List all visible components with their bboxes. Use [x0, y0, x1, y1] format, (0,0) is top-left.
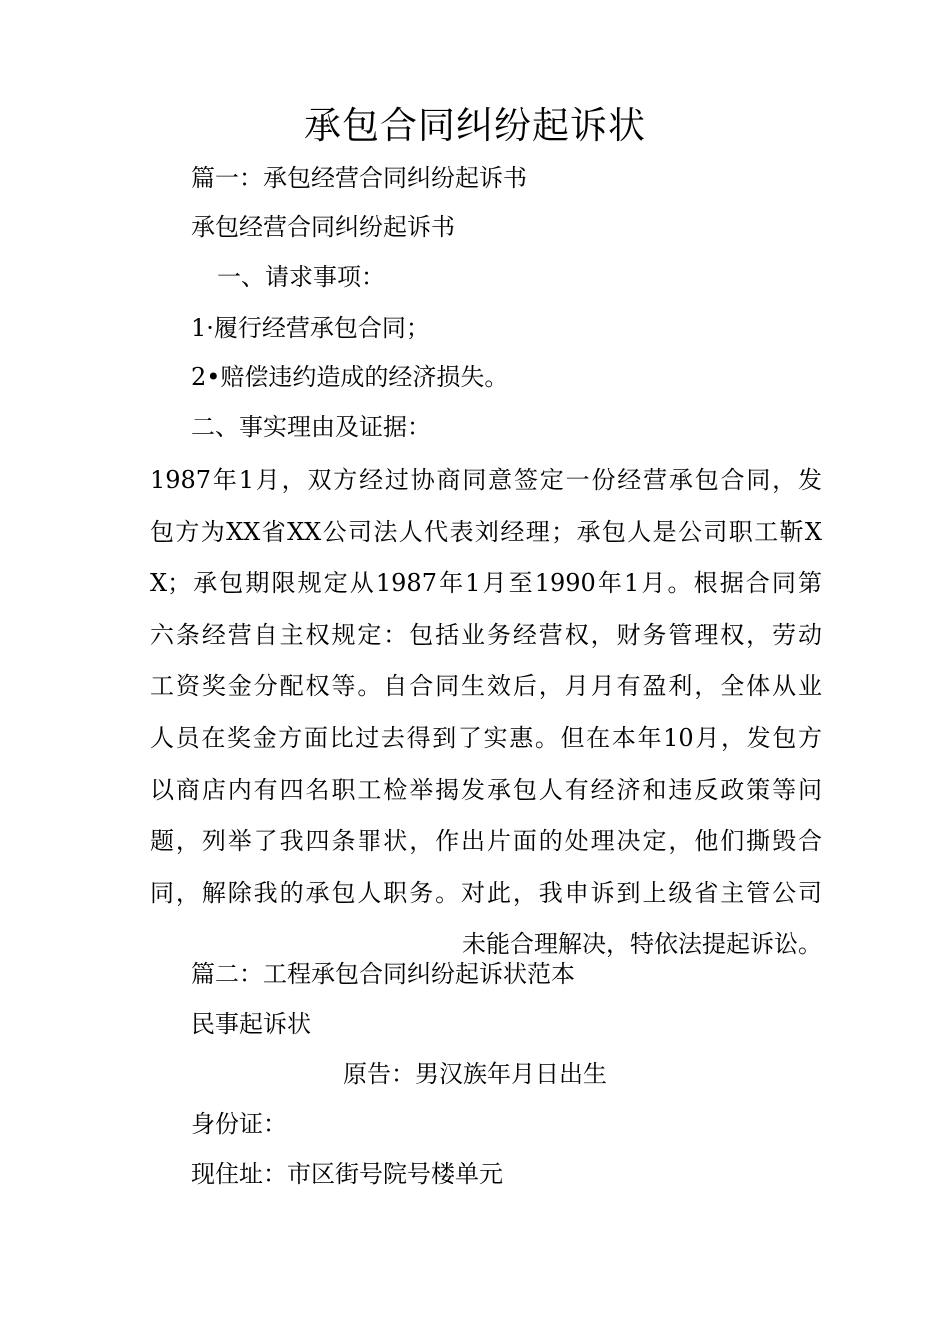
document-title: 承包合同纠纷起诉状 [304, 104, 646, 147]
id-line: 身份证： [191, 1110, 287, 1138]
facts-heading: 二、事实理由及证据： [191, 413, 431, 441]
claims-heading: 一、请求事项： [217, 263, 385, 291]
address-line: 现住址：市区街号院号楼单元 [191, 1160, 503, 1188]
section1-heading: 篇一：承包经营合同纠纷起诉书 [191, 164, 527, 192]
facts-row: 人员在奖金方面比过去得到了实惠。但在本年10月，发包方 [150, 723, 822, 752]
claim-item-1: 1·履行经营承包合同； [191, 314, 430, 342]
facts-row: 1987年1月，双方经过协商同意签定一份经营承包合同，发 [150, 466, 822, 494]
facts-row: 工资奖金分配权等。自合同生效后，月月有盈利，全体从业 [150, 672, 822, 701]
section1-subtitle: 承包经营合同纠纷起诉书 [191, 213, 455, 241]
section2-subtitle: 民事起诉状 [191, 1010, 311, 1038]
section2-heading: 篇二：工程承包合同纠纷起诉状范本 [191, 960, 575, 988]
facts-row: 六条经营自主权规定：包括业务经营权，财务管理权，劳动 [150, 620, 822, 649]
facts-row: 题，列举了我四条罪状，作出片面的处理决定，他们撕毁合 [150, 827, 822, 856]
facts-body [150, 455, 822, 971]
facts-row: 包方为XX省XX公司法人代表刘经理；承包人是公司职工靳X [150, 517, 822, 546]
facts-row: X；承包期限规定从1987年1月至1990年1月。根据合同第 [150, 569, 822, 598]
facts-row: 以商店内有四名职工检举揭发承包人有经济和违反政策等问 [150, 775, 822, 804]
facts-row: 同，解除我的承包人职务。对此，我申诉到上级省主管公司 [150, 878, 822, 907]
claim-item-2: 2•赔偿违约造成的经济损失。 [191, 363, 509, 391]
plaintiff-line: 原告：男汉族年月日出生 [343, 1060, 607, 1088]
facts-row-last: 未能合理解决，特依法提起诉讼。 [462, 930, 822, 959]
